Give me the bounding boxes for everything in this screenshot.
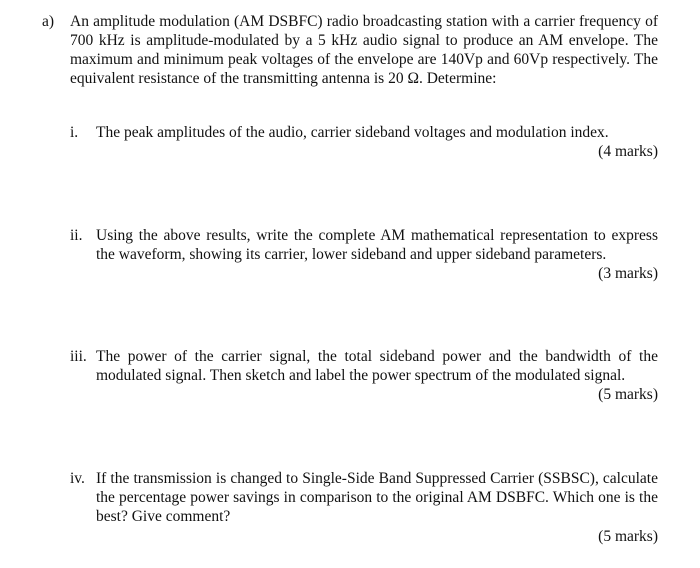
- part-i-marks: (4 marks): [598, 143, 658, 160]
- part-i-label: i.: [70, 124, 79, 141]
- question-label: a): [42, 13, 55, 30]
- part-ii-label: ii.: [70, 227, 83, 244]
- part-iv-marks: (5 marks): [598, 528, 658, 545]
- part-ii-marks: (3 marks): [598, 265, 658, 282]
- part-ii-text: Using the above results, write the complete AM mathematical representation to express the waveform, showing its carrier, lower sideband and upper sideband parameters.: [96, 227, 658, 263]
- question-intro: An amplitude modulation (AM DSBFC) radio broadcasting station with a carrier frequency of 700 kHz is amplitude-modulated by a 5 kHz audio signal to produce an AM envelope. The maximum and minimum peak voltages of the envelope are 140Vp and 60Vp respectively. The equivalent resistance of the transmitting antenna is 20 Ω. Determine:: [70, 13, 658, 87]
- part-iv-text: If the transmission is changed to Single-Side Band Suppressed Carrier (SSBSC), calculate the percentage power savings in comparison to the original AM DSBFC. Which one is the best? Give comment?: [96, 470, 658, 525]
- part-iii-text: The power of the carrier signal, the total sideband power and the bandwidth of the modulated signal. Then sketch and label the power spectrum of the modulated signal.: [96, 348, 658, 384]
- part-iii-marks: (5 marks): [598, 386, 658, 403]
- part-i-text: The peak amplitudes of the audio, carrier sideband voltages and modulation index.: [96, 124, 609, 141]
- part-iv-label: iv.: [70, 470, 85, 487]
- part-iii-label: iii.: [70, 348, 87, 365]
